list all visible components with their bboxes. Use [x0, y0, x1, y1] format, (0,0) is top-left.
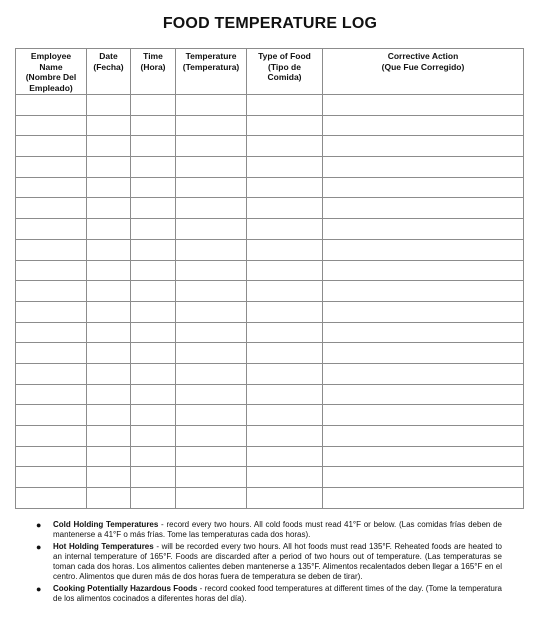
table-body: [16, 95, 524, 509]
table-cell[interactable]: [131, 95, 176, 116]
table-cell[interactable]: [323, 136, 524, 157]
table-cell[interactable]: [16, 384, 87, 405]
table-cell[interactable]: [131, 136, 176, 157]
column-header-date: [87, 49, 131, 95]
list-item: [36, 584, 502, 604]
column-header-label: Corrective Action (Que Fue Corregido): [381, 51, 465, 72]
table-cell[interactable]: [247, 219, 323, 240]
table-cell[interactable]: [87, 343, 131, 364]
note-body: - will be recorded every two hours. All hot foods must read 135°F. Reheated foods are heated to an internal temperature of 165°F. Foods are discarded after a period of two hours out of temperature. (Las temperaturas se toman cada dos horas. Los alimentos calientes deben mantenerse a 135°F. Alimentos recalentados deben llegar a 165°F en el centro. Alimentos que duren más de dos horas fuera de temperatura se deben de tirar).: [53, 541, 502, 582]
table-row: [16, 426, 524, 447]
table-cell[interactable]: [247, 426, 323, 447]
table-cell[interactable]: [16, 136, 87, 157]
table-cell[interactable]: [323, 405, 524, 426]
table-row: [16, 446, 524, 467]
table-cell[interactable]: [176, 136, 247, 157]
bullet-icon: ●: [36, 520, 42, 530]
table-cell[interactable]: [247, 322, 323, 343]
table-cell[interactable]: [131, 363, 176, 384]
table-cell[interactable]: [176, 281, 247, 302]
note-heading: Cooking Potentially Hazardous Foods: [53, 584, 198, 593]
column-header-label: Date (Fecha): [93, 51, 124, 72]
table-cell[interactable]: [131, 177, 176, 198]
table-cell[interactable]: [323, 363, 524, 384]
table-cell[interactable]: [323, 446, 524, 467]
column-header-label: Type of Food (Tipo de Comida): [258, 51, 311, 82]
table-cell[interactable]: [87, 405, 131, 426]
table-cell[interactable]: [131, 260, 176, 281]
table-cell[interactable]: [16, 405, 87, 426]
table-cell[interactable]: [323, 488, 524, 509]
table-cell[interactable]: [16, 219, 87, 240]
table-cell[interactable]: [323, 426, 524, 447]
table-cell[interactable]: [131, 467, 176, 488]
table-cell[interactable]: [87, 198, 131, 219]
table-cell[interactable]: [323, 95, 524, 116]
table-cell[interactable]: [87, 95, 131, 116]
table-cell[interactable]: [323, 239, 524, 260]
table-cell[interactable]: [247, 281, 323, 302]
table-cell[interactable]: [247, 301, 323, 322]
table-row: [16, 281, 524, 302]
column-header-label: Employee Name (Nombre Del Empleado): [25, 51, 77, 93]
table-cell[interactable]: [131, 198, 176, 219]
table-cell[interactable]: [247, 343, 323, 364]
table-cell[interactable]: [87, 446, 131, 467]
table-cell[interactable]: [16, 467, 87, 488]
table-cell[interactable]: [16, 301, 87, 322]
list-item: [36, 542, 502, 583]
table-cell[interactable]: [16, 322, 87, 343]
table-row: [16, 157, 524, 178]
table-cell[interactable]: [247, 115, 323, 136]
table-cell[interactable]: [247, 198, 323, 219]
table-cell[interactable]: [247, 239, 323, 260]
table-cell[interactable]: [87, 260, 131, 281]
table-cell[interactable]: [247, 488, 323, 509]
table-cell[interactable]: [323, 281, 524, 302]
table-cell[interactable]: [176, 239, 247, 260]
bullet-icon: ●: [36, 584, 42, 594]
table-cell[interactable]: [247, 446, 323, 467]
table-cell[interactable]: [247, 177, 323, 198]
column-header-corrective-action: [323, 49, 524, 95]
column-header-label: Time (Hora): [140, 51, 166, 72]
table-row: [16, 177, 524, 198]
column-header-label: Temperature (Temperatura): [182, 51, 240, 72]
table-cell[interactable]: [16, 177, 87, 198]
table-cell[interactable]: [247, 157, 323, 178]
table-cell[interactable]: [176, 446, 247, 467]
table-cell[interactable]: [16, 488, 87, 509]
table-cell[interactable]: [176, 177, 247, 198]
table-cell[interactable]: [131, 488, 176, 509]
table-cell[interactable]: [323, 384, 524, 405]
table-cell[interactable]: [87, 239, 131, 260]
table-cell[interactable]: [176, 363, 247, 384]
table-row: [16, 136, 524, 157]
table-row: [16, 301, 524, 322]
table-row: [16, 384, 524, 405]
table-cell[interactable]: [247, 405, 323, 426]
table-cell[interactable]: [87, 177, 131, 198]
table-cell[interactable]: [323, 198, 524, 219]
table-cell[interactable]: [16, 343, 87, 364]
table-cell[interactable]: [16, 363, 87, 384]
table-cell[interactable]: [176, 488, 247, 509]
table-cell[interactable]: [87, 219, 131, 240]
table-row: [16, 488, 524, 509]
table-cell[interactable]: [131, 343, 176, 364]
table-cell[interactable]: [176, 467, 247, 488]
table-cell[interactable]: [247, 384, 323, 405]
table-cell[interactable]: [176, 219, 247, 240]
table-cell[interactable]: [323, 343, 524, 364]
note-body: - record cooked food temperatures at different times of the day. (Tome la temperatura de los alimentos cocinados a diferentes horas del día).: [53, 584, 502, 604]
table-cell[interactable]: [87, 322, 131, 343]
table-cell[interactable]: [16, 239, 87, 260]
column-header-temperature: [176, 49, 247, 95]
table-cell[interactable]: [323, 219, 524, 240]
table-cell[interactable]: [16, 426, 87, 447]
table-cell[interactable]: [247, 136, 323, 157]
column-header-employee-name: [16, 49, 87, 95]
table-cell[interactable]: [323, 115, 524, 136]
table-cell[interactable]: [176, 95, 247, 116]
table-cell[interactable]: [131, 115, 176, 136]
table-cell[interactable]: [131, 384, 176, 405]
table-cell[interactable]: [131, 301, 176, 322]
table-row: [16, 260, 524, 281]
table-header-row: [16, 49, 524, 95]
table-cell[interactable]: [247, 260, 323, 281]
table-cell[interactable]: [323, 301, 524, 322]
table-row: [16, 219, 524, 240]
table-cell[interactable]: [323, 177, 524, 198]
table-cell[interactable]: [323, 260, 524, 281]
table-cell[interactable]: [131, 219, 176, 240]
table-cell[interactable]: [87, 488, 131, 509]
table-cell[interactable]: [16, 198, 87, 219]
table-cell[interactable]: [323, 467, 524, 488]
table-cell[interactable]: [247, 95, 323, 116]
table-cell[interactable]: [176, 343, 247, 364]
table-cell[interactable]: [16, 446, 87, 467]
bullet-icon: ●: [36, 541, 42, 552]
column-header-type-of-food: [247, 49, 323, 95]
table-row: [16, 95, 524, 116]
table-cell[interactable]: [16, 281, 87, 302]
table-cell[interactable]: [323, 157, 524, 178]
table-cell[interactable]: [131, 239, 176, 260]
table-cell[interactable]: [176, 260, 247, 281]
table-cell[interactable]: [16, 157, 87, 178]
temperature-log-table: [15, 48, 524, 509]
note-heading: Cold Holding Temperatures: [53, 520, 159, 529]
table-row: [16, 239, 524, 260]
table-cell[interactable]: [87, 301, 131, 322]
table-cell[interactable]: [131, 157, 176, 178]
table-row: [16, 322, 524, 343]
table-cell[interactable]: [131, 426, 176, 447]
table-row: [16, 115, 524, 136]
table-cell[interactable]: [87, 115, 131, 136]
note-body: - record every two hours. All cold foods must read 41°F or below. (Las comidas frías deben de mantenerse a 41°F o más frías. Tome las temperaturas cada dos horas).: [53, 520, 502, 540]
table-row: [16, 343, 524, 364]
table-cell[interactable]: [176, 301, 247, 322]
table-cell[interactable]: [87, 281, 131, 302]
table-cell[interactable]: [247, 467, 323, 488]
note-heading: Hot Holding Temperatures: [53, 541, 154, 551]
table-cell[interactable]: [131, 322, 176, 343]
table-cell[interactable]: [131, 281, 176, 302]
table-cell[interactable]: [247, 363, 323, 384]
table-cell[interactable]: [16, 95, 87, 116]
table-cell[interactable]: [176, 322, 247, 343]
table-cell[interactable]: [87, 384, 131, 405]
table-cell[interactable]: [323, 322, 524, 343]
table-cell[interactable]: [176, 405, 247, 426]
table-cell[interactable]: [176, 426, 247, 447]
column-header-time: [131, 49, 176, 95]
page-title: FOOD TEMPERATURE LOG: [162, 15, 378, 32]
table-row: [16, 363, 524, 384]
table-row: [16, 405, 524, 426]
table-cell[interactable]: [16, 115, 87, 136]
table-cell[interactable]: [176, 157, 247, 178]
table-cell[interactable]: [131, 405, 176, 426]
table-cell[interactable]: [131, 446, 176, 467]
table-row: [16, 198, 524, 219]
table-cell[interactable]: [87, 426, 131, 447]
table-cell[interactable]: [87, 157, 131, 178]
table-cell[interactable]: [176, 384, 247, 405]
table-cell[interactable]: [176, 198, 247, 219]
table-cell[interactable]: [16, 260, 87, 281]
table-cell[interactable]: [176, 115, 247, 136]
instructions-list: [36, 520, 502, 606]
table-cell[interactable]: [87, 467, 131, 488]
table-cell[interactable]: [87, 136, 131, 157]
table-row: [16, 467, 524, 488]
table-cell[interactable]: [87, 363, 131, 384]
list-item: [36, 520, 502, 540]
